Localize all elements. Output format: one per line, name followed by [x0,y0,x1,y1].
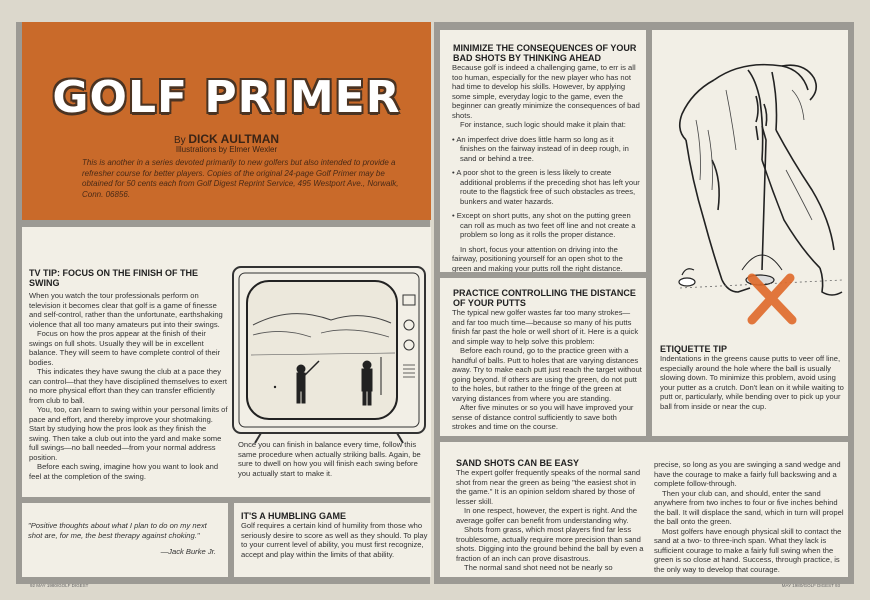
tv-tip-paragraph: Focus on how the pros appear at the finish of their swings on full shots. Usually they will be in excellent balance. They will seem to have complete control of their bodies. [29,329,221,367]
footer-right: MAY 1980/GOLF DIGEST 93 [781,583,840,588]
tv-tip-box [22,227,431,497]
tv-tip-paragraph: When you watch the tour professionals perform on television it becomes clear that golf is a game of finesse and self-control, rather than the unfortunate, earthshaking violence that all too many amateurs put into their swings. [29,291,223,329]
byline [22,132,431,146]
tv-tip-paragraph: You, too, can learn to swing within your personal limits of pace and effort, and thereby improve your shotmaking. Start by studying how the pros look as they finish the swing. Then take a club out into the yard and make some full swings—no ball needed—from your normal address position. [29,405,228,462]
tv-tip-paragraph: This indicates they have swung the club at a pace they can control—that they have disciplined themselves to exert no more physical effort than they can transfer efficiently from club to ball. [29,367,227,405]
practice-text [452,308,642,432]
illustrator-credit: Illustrations by Elmer Wexler [175,145,278,154]
sand-paragraph: The expert golfer frequently speaks of the normal sand shot from near the green as being "the easiest shot in the game." It is an opinion seldom shared by those of lesser skill. [456,468,641,506]
minimize-bullet: • Except on short putts, any shot on the putting green can roll as much as two feet off line and not create a problem so long as it rolls the proper distance. [452,211,636,239]
etiquette-text: Indentations in the greens cause putts to veer off line, especially around the hole where the ball is usually slowing down. To minimize this problem, avoid using your putter as a crutch. Don't lean on it while waiting to putt or, particularly, while bending over to pick up your ball from inside or near the cup. [660,354,844,411]
tv-illustration [231,265,427,445]
sand-heading: SAND SHOTS CAN BE EASY [456,458,580,468]
minimize-intro: Because golf is indeed a challenging game, to err is all too human, especially for the new player who has not had time to develop his skills. However, by applying some simple, everyday logic to the game, even the beginner can greatly minimize the consequences of bad shots. [452,63,640,120]
sand-paragraph: In one respect, however, the expert is right. And the average golfer can benefit from understanding why. [456,506,638,525]
byline-by: By [173,135,186,146]
minimize-bullet: • An imperfect drive does little harm so long as it finishes on the fairway instead of in deep rough, in sand or behind a tree. [452,134,629,163]
footer-left: 92 MAY 1980/GOLF DIGEST [30,583,89,588]
sand-column-1 [456,468,646,573]
page-title: GOLF PRIMER [52,72,401,123]
golfer-illustration-box [652,30,848,436]
tv-tip-heading: TV TIP: FOCUS ON THE FINISH OF THE SWING [29,268,199,288]
practice-heading: PRACTICE CONTROLLING THE DISTANCE OF YOUR PUTTS [453,288,636,308]
practice-paragraph: Before each round, go to the practice green with a handful of balls. Putt to holes that are varying distances away. Try to make each putt just reach the target without going beyond. If others are using the green, do not putt to the holes, but rather to the fringe of the green at varying distances from where you are standing. [452,346,642,403]
intro-text: This is another in a series devoted primarily to new golfers but also intended to provide a refresher course for better players. Copies of the original 24-page Golf Primer may be obtained for 50 cents each from Golf Digest Reprint Service, 495 Westport Ave., Norwalk, Conn. 06856. [82,158,399,199]
minimize-closing: In short, focus your attention on driving into the fairway, positioning yourself for an open shot to the green and making your putts roll the right distance. [452,244,623,272]
golfer-illustration [652,30,848,330]
sand-box [440,442,848,577]
humbling-box [234,503,431,577]
humbling-heading: IT'S A HUMBLING GAME [241,511,346,521]
primer-header [22,22,431,220]
etiquette-heading: ETIQUETTE TIP [660,344,728,354]
practice-paragraph: After five minutes or so you will have improved your sense of distance control sufficiently to save both strokes and time on the course. [452,403,634,431]
minimize-heading: MINIMIZE THE CONSEQUENCES OF YOUR BAD SHOTS BY THINKING AHEAD [453,43,637,63]
quote-box [22,503,228,577]
sand-paragraph: Then your club can, and should, enter the sand anywhere from two inches to four or five inches behind the ball. It will displace the sand, which in turn will propel the ball onto the green. [654,488,844,526]
sand-paragraph: Most golfers have enough physical skill to contact the sand at a two- to three-inch span. What they lack is sufficient courage to make a fairly full swing when the green is so close at hand. Success, through practice, is the only way to develop that courage. [654,526,842,574]
minimize-text [452,63,640,272]
practice-box [440,278,646,436]
sand-column-2 [654,460,844,574]
minimize-box [440,30,646,272]
practice-paragraph: The typical new golfer wastes far too many strokes—and far too much time—because so many of his putts finish far past the hole or well short of it. Here is a quick and simple way to help solve this problem: [452,308,639,346]
sand-paragraph: The normal sand shot need not be nearly so [464,563,613,572]
tv-tip-text [29,291,229,481]
sand-paragraph: precise, so long as you are swinging a sand wedge and have the courage to make a fairly full backswing and a complete follow-through. [654,460,841,488]
tv-tip-paragraph: Before each swing, imagine how you want to look and feel at the completion of the swing. [29,462,219,481]
quote-attribution: —Jack Burke Jr. [160,547,216,556]
minimize-bullet: • A poor shot to the green is less likely to create additional problems if the preceding shot has left your route to the flagstick free of such obstacles as trees, bunkers and water hazards. [452,168,640,206]
sand-paragraph: Shots from grass, which most players find far less troublesome, actually require more precision than sand shots. Digging into the ground behind the ball by even a fraction of an inch can prove disastrous. [456,525,644,563]
humbling-text: Golf requires a certain kind of humility from those who seriously desire to score as well as they should. To play to your current level of ability, you must first recognize, accept and play within the limits of that ability. [241,521,428,559]
minimize-lead: For instance, such logic should make it plain that: [460,120,626,129]
author: DICK AULTMAN [188,132,280,146]
quote-text: "Positive thoughts about what I plan to do on my next shot are, for me, the best therapy against choking." [28,521,207,540]
tv-tip-closing: Once you can finish in balance every time, follow this same procedure when actually striking balls. Again, be sure to dwell on how you will finish each swing before you actually start to make it. [238,440,421,478]
